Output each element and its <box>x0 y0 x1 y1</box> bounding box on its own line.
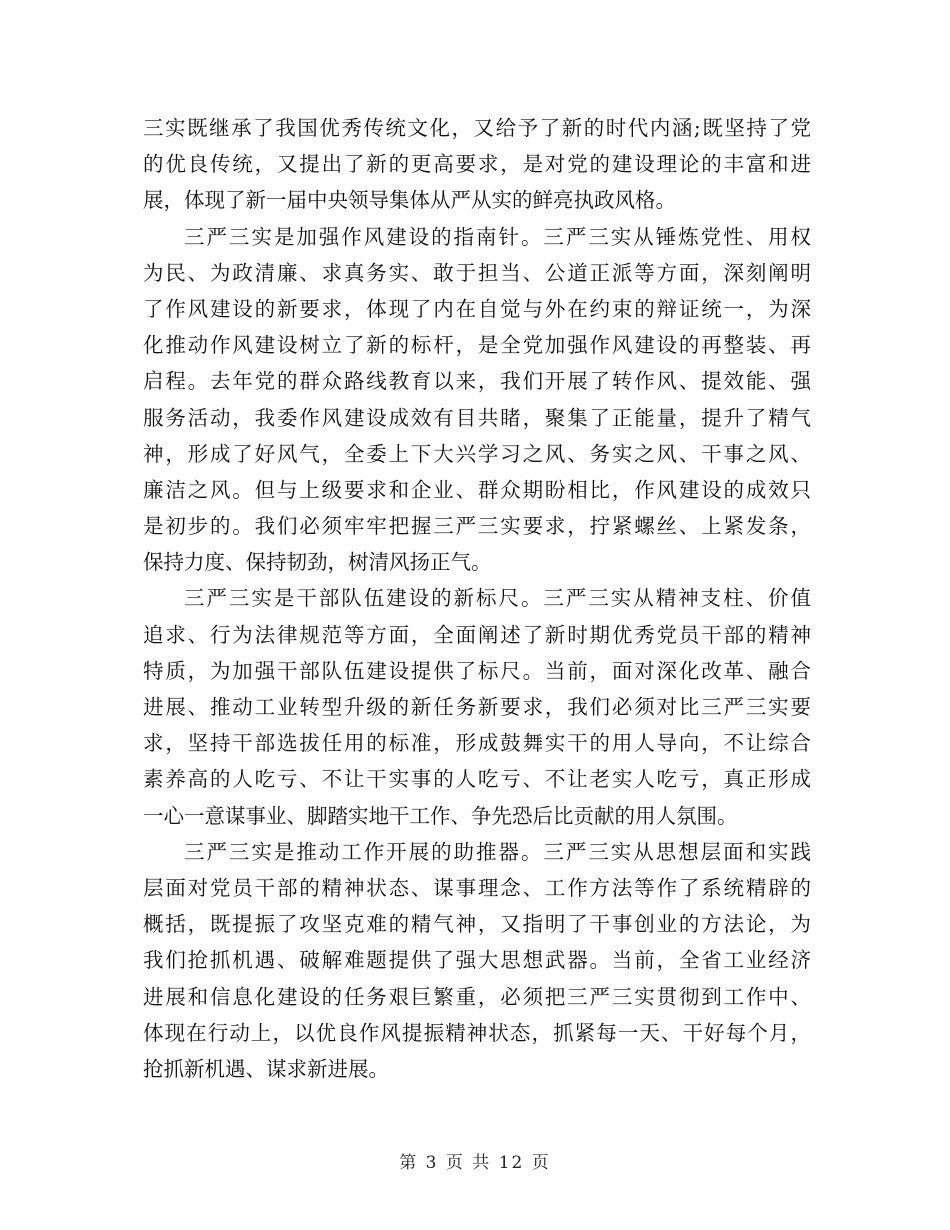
text-line: 我们抢抓机遇、破解难题提供了强大思想武器。当前，全省工业经济 <box>143 948 811 973</box>
text-line: 保持力度、保持韧劲，树清风扬正气。 <box>143 550 492 575</box>
text-line: 展，体现了新一届中央领导集体从严从实的鲜亮执政风格。 <box>143 188 676 213</box>
paragraph-first-line: 三严三实是加强作风建设的指南针。三严三实从锤炼党性、用权 <box>184 224 811 249</box>
text-line: 抢抓新机遇、谋求新进展。 <box>143 1056 389 1081</box>
text-line: 神，形成了好风气，全委上下大兴学习之风、务实之风、干事之风、 <box>143 441 811 466</box>
text-line: 一心一意谋事业、脚踏实地干工作、争先恐后比贡献的用人氛围。 <box>143 803 738 828</box>
text-line: 特质，为加强干部队伍建设提供了标尺。当前，面对深化改革、融合 <box>143 658 811 683</box>
text-line: 为民、为政清廉、求真务实、敢于担当、公道正派等方面，深刻阐明 <box>143 260 811 285</box>
text-line: 体现在行动上，以优良作风提振精神状态，抓紧每一天、干好每个月， <box>143 1020 811 1045</box>
text-line: 是初步的。我们必须牢牢把握三严三实要求，拧紧螺丝、上紧发条， <box>143 514 811 539</box>
text-line: 层面对党员干部的精神状态、谋事理念、工作方法等作了系统精辟的 <box>143 875 811 900</box>
text-line: 服务活动，我委作风建设成效有目共睹，聚集了正能量，提升了精气 <box>143 405 811 430</box>
text-line: 进展和信息化建设的任务艰巨繁重，必须把三严三实贯彻到工作中、 <box>143 984 811 1009</box>
text-line: 了作风建设的新要求，体现了内在自觉与外在约束的辩证统一，为深 <box>143 296 811 321</box>
text-line: 廉洁之风。但与上级要求和企业、群众期盼相比，作风建设的成效只 <box>143 477 811 502</box>
paragraph-first-line: 三严三实是干部队伍建设的新标尺。三严三实从精神支柱、价值 <box>184 586 811 611</box>
text-line: 概括，既提振了攻坚克难的精气神，又指明了干事创业的方法论，为 <box>143 912 811 937</box>
text-line: 的优良传统，又提出了新的更高要求，是对党的建设理论的丰富和进 <box>143 152 811 177</box>
text-line: 启程。去年党的群众路线教育以来，我们开展了转作风、提效能、强 <box>143 369 811 394</box>
paragraph-first-line: 三严三实是推动工作开展的助推器。三严三实从思想层面和实践 <box>184 839 811 864</box>
text-line: 化推动作风建设树立了新的标杆，是全党加强作风建设的再整装、再 <box>143 333 811 358</box>
text-line: 素养高的人吃亏、不让干实事的人吃亏、不让老实人吃亏，真正形成 <box>143 767 811 792</box>
text-line: 进展、推动工业转型升级的新任务新要求，我们必须对比三严三实要 <box>143 695 811 719</box>
text-line: 求，坚持干部选拔任用的标准，形成鼓舞实干的用人导向，不让综合 <box>143 731 811 756</box>
text-line: 追求、行为法律规范等方面，全面阐述了新时期优秀党员干部的精神 <box>143 622 811 647</box>
body-text <box>143 110 811 1087</box>
text-line: 三实既继承了我国优秀传统文化，又给予了新的时代内涵;既坚持了党 <box>143 116 811 140</box>
page-footer: 第 3 页 共 12 页 <box>399 1153 551 1173</box>
